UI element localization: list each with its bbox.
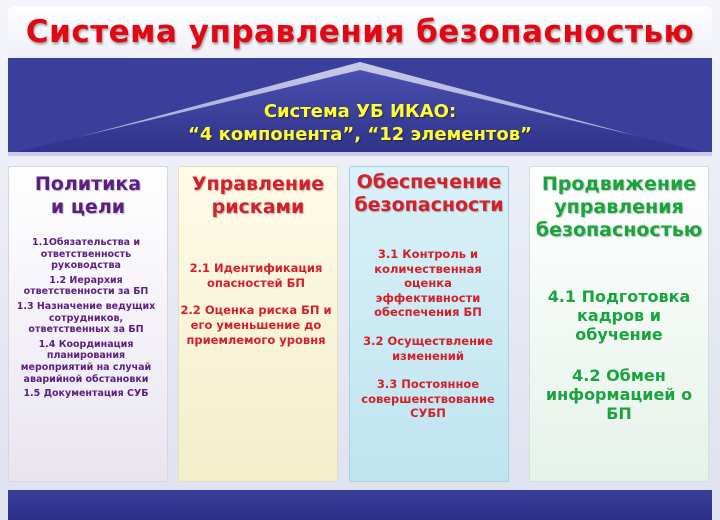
pillar-item: 2.2 Оценка риска БП и его уменьшение до приемлемого уровня: [180, 303, 332, 347]
pillar-item: 1.2 Иерархия ответственности за БП: [23, 274, 149, 298]
pillar-heading: [350, 171, 508, 217]
pillar-heading-line: Управление: [191, 173, 325, 195]
pillar-heading-line: управления: [554, 196, 684, 218]
pillar-item-list: [534, 287, 704, 445]
roof-base-line: [8, 152, 712, 156]
pillar-risk-management: [178, 166, 338, 482]
pillar-heading-line: безопасностью: [535, 219, 703, 241]
pillar-safety-promotion: [529, 166, 709, 482]
pillar-item: 1.5 Документация СУБ: [23, 388, 149, 400]
pillar-item: 4.1 Подготовка кадров и обучение: [547, 287, 691, 344]
pillar-item: 1.3 Назначение ведущих сотрудников, ответственных за БП: [16, 300, 156, 336]
pillar-item: 1.1Обязательства и ответственность руководства: [31, 237, 140, 272]
pillar-item-list: [11, 237, 161, 403]
pillar-item-list: [352, 247, 504, 435]
roof-label-line1: Система УБ ИКАО:: [263, 101, 457, 122]
pillar-heading-line: Продвижение: [541, 173, 697, 195]
roof-label-line2: “4 компонента”, “12 элементов”: [188, 124, 532, 145]
roof-label: [150, 100, 570, 146]
pillar-heading: [9, 173, 167, 219]
pillar-heading-line: и цели: [50, 196, 126, 218]
pillar-item: 2.1 Идентификация опасностей БП: [189, 261, 323, 290]
pillar-item-list: [179, 261, 333, 360]
pillar-item: 3.2 Осуществление изменений: [363, 333, 493, 363]
slide-title: Система управления безопасностью: [25, 14, 695, 50]
pillar-heading-line: рисками: [211, 196, 305, 218]
pillar-item: 3.1 Контроль и количественная оценка эффективности обеспечения БП: [374, 247, 482, 320]
pillar-heading-line: безопасности: [354, 194, 504, 216]
pillar-heading: [179, 173, 337, 219]
pillar-item: 1.4 Координация планирования мероприятий на случай аварийной обстановки: [20, 338, 152, 385]
pillar-heading-line: Политика: [34, 173, 142, 195]
pillar-heading: [530, 173, 708, 242]
pillar-item: 4.2 Обмен информацией о БП: [545, 366, 693, 423]
pillar-heading-line: Обеспечение: [356, 171, 502, 193]
pillar-item: 3.3 Постоянное совершенствование СУБП: [361, 377, 495, 421]
pillar-policy-objectives: [8, 166, 168, 482]
bottom-bar: [8, 490, 712, 520]
pillar-safety-assurance: [349, 166, 509, 482]
